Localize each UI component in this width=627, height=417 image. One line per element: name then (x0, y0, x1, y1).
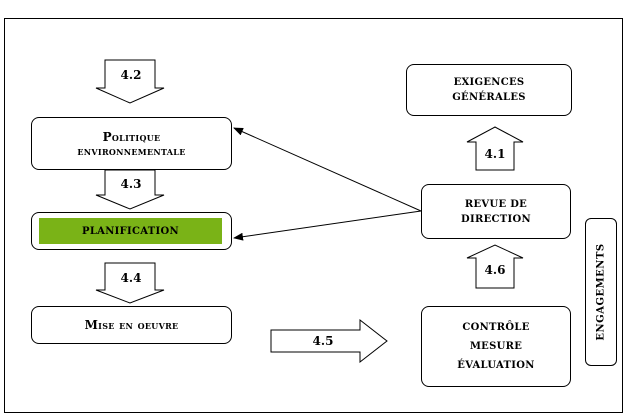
controle-box (421, 306, 571, 387)
revue-line1: REVUE DE (464, 198, 528, 210)
label-4-3: 4.3 (120, 177, 142, 191)
politique-line1: Politique (102, 129, 161, 144)
mise-en-oeuvre-label: Mise en oeuvre (84, 318, 179, 332)
label-4-1: 4.1 (484, 147, 506, 161)
politique-line2: environnementale (77, 143, 186, 158)
label-4-4: 4.4 (120, 271, 142, 285)
engagements-label: ENGAGEMENTS (595, 243, 607, 341)
exigences-line1: EXIGENCES (453, 77, 525, 88)
label-4-6: 4.6 (484, 263, 506, 277)
label-4-5: 4.5 (312, 334, 334, 348)
label-4-2: 4.2 (120, 68, 142, 82)
politique-box (31, 117, 232, 170)
revue-box (421, 184, 571, 239)
revue-line2: DIRECTION (461, 213, 531, 225)
planification-label: PLANIFICATION (39, 218, 222, 244)
feedback-arrow-planification (234, 211, 421, 238)
mise-en-oeuvre-box (31, 306, 232, 344)
controle-line2: MESURE (469, 341, 523, 352)
controle-line3: ÉVALUATION (457, 360, 535, 371)
exigences-line2: GÉNÉRALES (452, 92, 526, 103)
controle-line1: CONTRÔLE (462, 322, 530, 333)
feedback-arrow-politique (234, 128, 421, 211)
exigences-box (406, 64, 572, 116)
